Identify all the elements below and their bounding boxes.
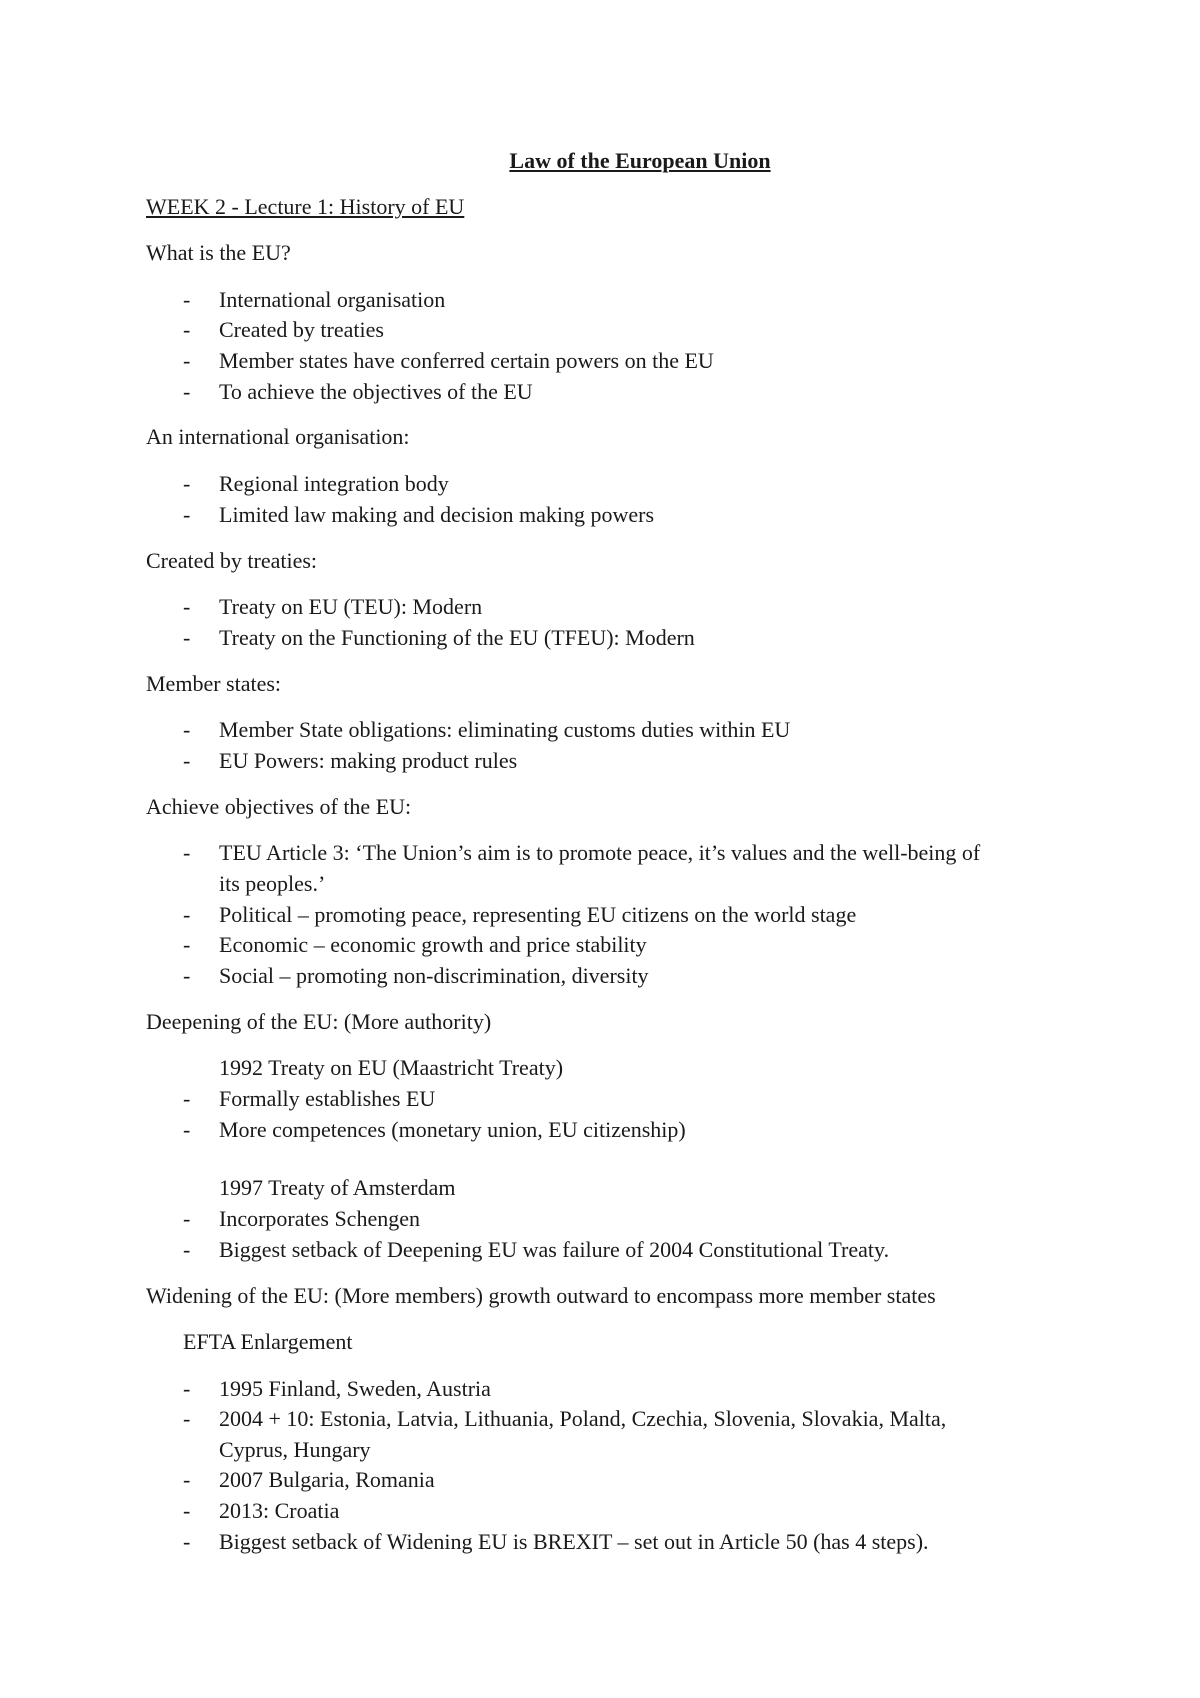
list-item: Created by treaties — [219, 317, 384, 342]
bullet-dash: - — [183, 932, 191, 957]
bullet-dash: - — [183, 1117, 191, 1142]
list-item: 2013: Croatia — [219, 1498, 340, 1523]
list-item-continuation: its peoples.’ — [219, 871, 326, 896]
bullet-dash: - — [183, 1529, 191, 1554]
list-item: Economic – economic growth and price stability — [219, 932, 647, 957]
bullet-dash: - — [183, 717, 191, 742]
list-item: TEU Article 3: ‘The Union’s aim is to promote peace, it’s values and the well-being of — [219, 840, 981, 865]
section-heading: What is the EU? — [146, 240, 291, 265]
bullet-dash: - — [183, 748, 191, 773]
subheading: 1997 Treaty of Amsterdam — [219, 1175, 456, 1200]
list-item-continuation: Cyprus, Hungary — [219, 1437, 371, 1462]
bullet-dash: - — [183, 379, 191, 404]
list-item: Limited law making and decision making powers — [219, 502, 655, 527]
list-item: Biggest setback of Widening EU is BREXIT – set out in Article 50 (has 4 steps). — [219, 1529, 929, 1554]
list-item: Member states have conferred certain powers on the EU — [219, 348, 714, 373]
list-item: International organisation — [219, 287, 446, 312]
bullet-dash: - — [183, 1206, 191, 1231]
list-item: Treaty on the Functioning of the EU (TFEU): Modern — [219, 625, 695, 650]
bullet-dash: - — [183, 1467, 191, 1492]
bullet-dash: - — [183, 317, 191, 342]
bullet-dash: - — [183, 963, 191, 988]
subheading: EFTA Enlargement — [183, 1329, 353, 1354]
list-item: 2004 + 10: Estonia, Latvia, Lithuania, Poland, Czechia, Slovenia, Slovakia, Malta, — [219, 1406, 947, 1431]
bullet-dash: - — [183, 287, 191, 312]
list-item: EU Powers: making product rules — [219, 748, 518, 773]
list-item: Biggest setback of Deepening EU was failure of 2004 Constitutional Treaty. — [219, 1237, 890, 1262]
bullet-dash: - — [183, 625, 191, 650]
document-title: Law of the European Union — [509, 148, 771, 173]
list-item: Formally establishes EU — [219, 1086, 436, 1111]
section-heading: Achieve objectives of the EU: — [146, 794, 412, 819]
list-item: Regional integration body — [219, 471, 449, 496]
bullet-dash: - — [183, 1086, 191, 1111]
section-heading: Created by treaties: — [146, 548, 318, 573]
section-heading: Member states: — [146, 671, 282, 696]
bullet-dash: - — [183, 471, 191, 496]
subheading: 1992 Treaty on EU (Maastricht Treaty) — [219, 1055, 564, 1080]
week-heading: WEEK 2 - Lecture 1: History of EU — [146, 194, 465, 219]
list-item: Incorporates Schengen — [219, 1206, 420, 1231]
bullet-dash: - — [183, 902, 191, 927]
bullet-dash: - — [183, 348, 191, 373]
list-item: 2007 Bulgaria, Romania — [219, 1467, 435, 1492]
section-heading: Deepening of the EU: (More authority) — [146, 1009, 492, 1034]
section-heading: An international organisation: — [146, 424, 410, 449]
list-item: Member State obligations: eliminating customs duties within EU — [219, 717, 791, 742]
bullet-dash: - — [183, 1498, 191, 1523]
bullet-dash: - — [183, 594, 191, 619]
bullet-dash: - — [183, 1376, 191, 1401]
list-item: 1995 Finland, Sweden, Austria — [219, 1376, 491, 1401]
bullet-dash: - — [183, 1406, 191, 1431]
list-item: To achieve the objectives of the EU — [219, 379, 533, 404]
bullet-dash: - — [183, 1237, 191, 1262]
list-item: Social – promoting non-discrimination, diversity — [219, 963, 649, 988]
list-item: Treaty on EU (TEU): Modern — [219, 594, 483, 619]
bullet-dash: - — [183, 840, 191, 865]
section-heading: Widening of the EU: (More members) growth outward to encompass more member states — [146, 1283, 936, 1308]
list-item: More competences (monetary union, EU citizenship) — [219, 1117, 686, 1142]
list-item: Political – promoting peace, representing EU citizens on the world stage — [219, 902, 857, 927]
bullet-dash: - — [183, 502, 191, 527]
